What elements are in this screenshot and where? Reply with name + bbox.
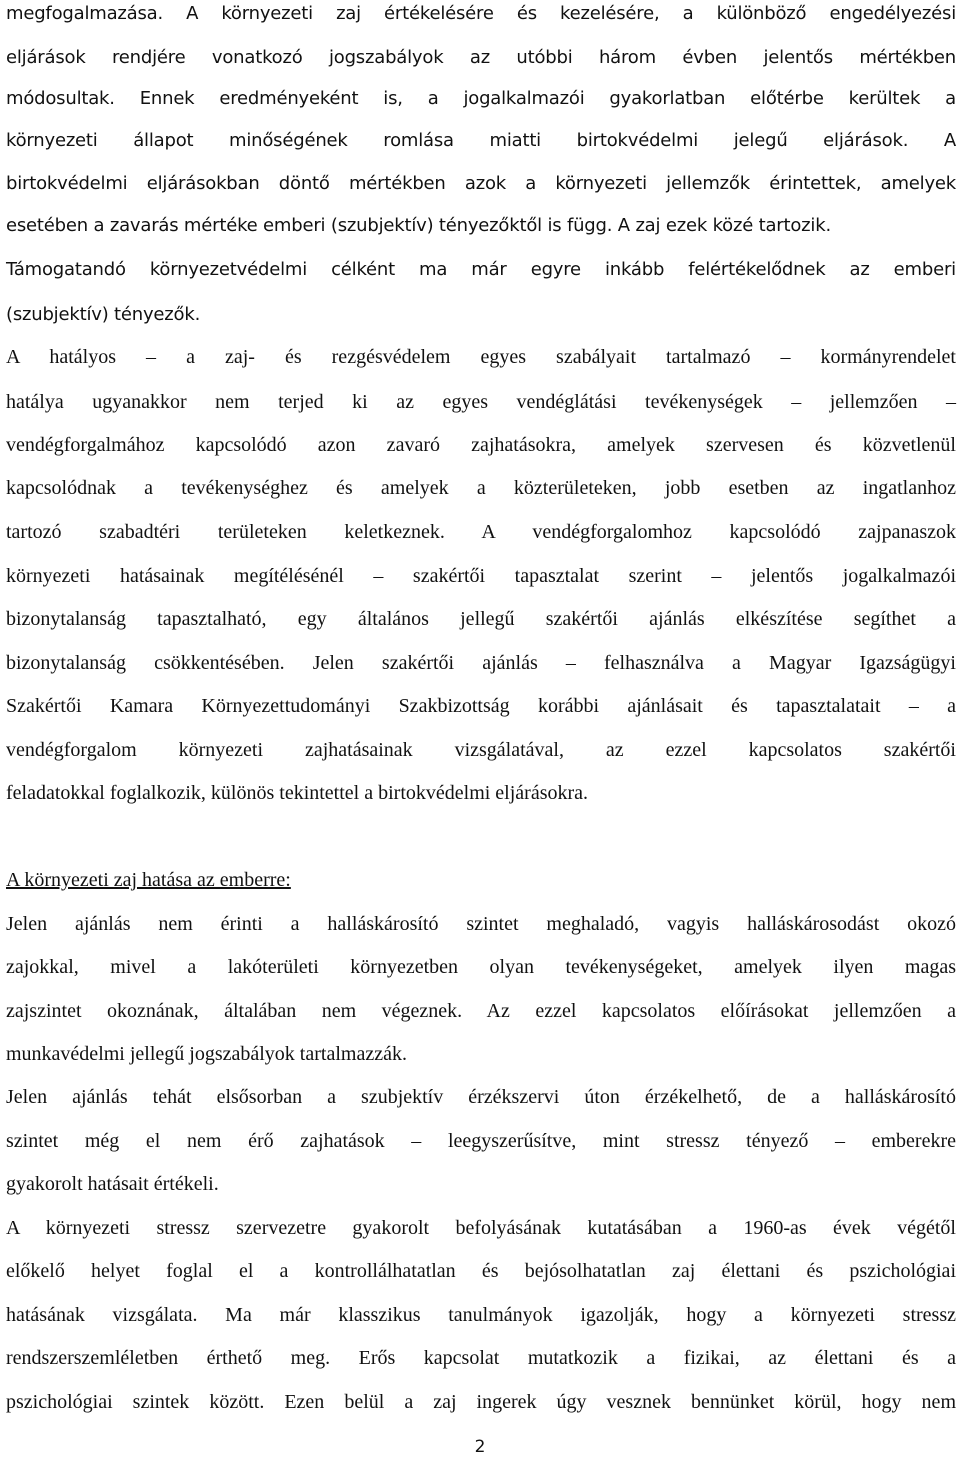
paragraph-line: eljárások rendjére vonatkozó jogszabályok az utóbbi három évben jelentős mértékben <box>6 47 956 68</box>
paragraph-line: Támogatandó környezetvédelmi célként ma már egyre inkább felértékelődnek az emberi <box>6 259 956 280</box>
paragraph-line: rendszerszemléletben érthető meg. Erős kapcsolat mutatkozik a fizikai, az élettani és a <box>6 1347 956 1369</box>
paragraph-line: munkavédelmi jellegű jogszabályok tartalmazzák. <box>6 1043 407 1065</box>
paragraph-line: vendégforgalmához kapcsolódó azon zavaró zajhatásokra, amelyek szervesen és közvetlenül <box>6 434 956 456</box>
paragraph-line: Jelen ajánlás nem érinti a halláskárosító szintet meghaladó, vagyis halláskárosodást okozó <box>6 913 956 935</box>
paragraph-line: feladatokkal foglalkozik, különös tekintettel a birtokvédelmi eljárásokra. <box>6 782 589 804</box>
paragraph-line: környezeti állapot minőségének romlása miatti birtokvédelmi jelegű eljárások. A <box>6 130 956 151</box>
paragraph-line: gyakorolt hatásait értékeli. <box>6 1173 219 1195</box>
paragraph-line: (szubjektív) tényezők. <box>6 304 201 325</box>
paragraph-line: Szakértői Kamara Környezettudományi Szakbizottság korábbi ajánlásait és tapasztalatait – a <box>6 695 956 717</box>
paragraph-line: hatálya ugyanakkor nem terjed ki az egyes vendéglátási tevékenységek – jellemzően – <box>6 391 956 413</box>
paragraph-line: bizonytalanság csökkentésében. Jelen szakértői ajánlás – felhasználva a Magyar Igazságügyi <box>6 652 956 674</box>
paragraph-line: előkelő helyet foglal el a kontrollálhatatlan és bejósolhatatlan zaj élettani és pszichológiai <box>6 1260 956 1282</box>
paragraph-line: módosultak. Ennek eredményeként is, a jogalkalmazói gyakorlatban előtérbe kerültek a <box>6 88 956 109</box>
paragraph-line: vendégforgalom környezeti zajhatásainak vizsgálatával, az ezzel kapcsolatos szakértői <box>6 739 956 761</box>
paragraph-line: zajszintet okoznának, általában nem végeznek. Az ezzel kapcsolatos előírásokat jellemzően a <box>6 1000 956 1022</box>
paragraph-line: kapcsolódnak a tevékenységhez és amelyek a közterületeken, jobb esetben az ingatlanhoz <box>6 477 956 499</box>
section-heading: A környezeti zaj hatása az emberre: <box>6 869 291 891</box>
paragraph-line: A környezeti stressz szervezetre gyakorolt befolyásának kutatásában a 1960-as évek végétől <box>6 1217 956 1239</box>
paragraph-line: Jelen ajánlás tehát elsősorban a szubjektív érzékszervi úton érzékelhető, de a halláskárosító <box>6 1086 956 1108</box>
paragraph-line: környezeti hatásainak megítélésénél – szakértői tapasztalat szerint – jelentős jogalkalmazói <box>6 565 956 587</box>
paragraph-line: esetében a zavarás mértéke emberi (szubjektív) tényezőktől is függ. A zaj ezek közé tartozik. <box>6 215 831 236</box>
page-number: 2 <box>474 1437 486 1457</box>
paragraph-line: tartozó szabadtéri területeken keletkeznek. A vendégforgalomhoz kapcsolódó zajpanaszok <box>6 521 956 543</box>
paragraph-line: hatásának vizsgálata. Ma már klasszikus tanulmányok igazolják, hogy a környezeti stressz <box>6 1304 956 1326</box>
paragraph-line: bizonytalanság tapasztalható, egy általános jellegű szakértői ajánlás elkészítése segíthet a <box>6 608 956 630</box>
paragraph-line: birtokvédelmi eljárásokban döntő mértékben azok a környezeti jellemzők érintettek, amelyek <box>6 173 956 194</box>
paragraph-line: megfogalmazása. A környezeti zaj értékelésére és kezelésére, a különböző engedélyezési <box>6 3 956 24</box>
paragraph-line: szintet még el nem érő zajhatások – leegyszerűsítve, mint stressz tényező – emberekre <box>6 1130 956 1152</box>
paragraph-line: A hatályos – a zaj- és rezgésvédelem egyes szabályait tartalmazó – kormányrendelet <box>6 346 956 368</box>
paragraph-line: pszichológiai szintek között. Ezen belül a zaj ingerek úgy vesznek bennünket körül, hogy nem <box>6 1391 956 1413</box>
paragraph-line: zajokkal, mivel a lakóterületi környezetben olyan tevékenységeket, amelyek ilyen magas <box>6 956 956 978</box>
